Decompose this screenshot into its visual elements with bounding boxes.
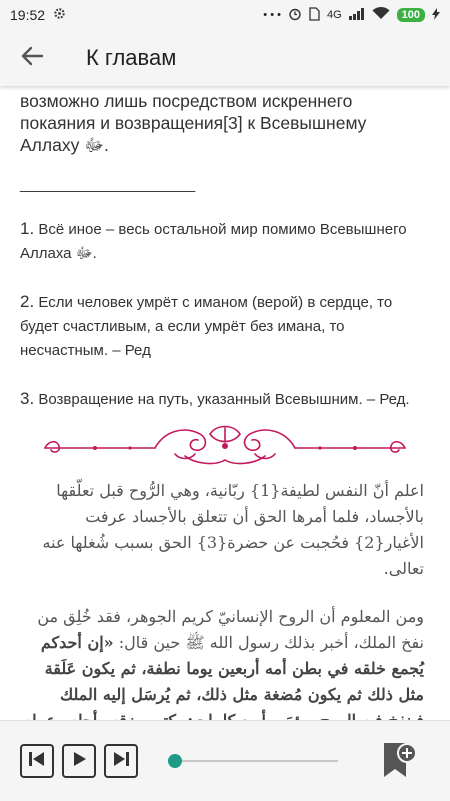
arabic-text: ومن المعلوم أن الروح الإنسانيّ كريم الجوهر، فقد خُلِق من نفخ الملك، أخبر بذلك رسول الله ﷺ حين قال: [37, 607, 424, 652]
status-bar [0, 0, 450, 30]
skip-previous-icon [28, 751, 46, 772]
audio-player [0, 720, 450, 801]
hadith-quote: «إن أحدكم يُجمع خلقه في بطن أمه أربعين يوما نطفة، ثم يكون عَلَقة مثل ذلك ثم يكون مُضغة مثل ذلك، ثم يُرسَل إليه الملك [40, 633, 424, 704]
page-title: К главам [86, 45, 177, 70]
play-icon [71, 751, 87, 772]
slider-thumb[interactable] [168, 754, 182, 768]
play-button[interactable] [62, 744, 96, 778]
status-right [263, 7, 440, 24]
gear-icon [53, 7, 66, 23]
arrow-back-icon [21, 46, 43, 71]
progress-slider[interactable] [168, 754, 338, 768]
back-button[interactable] [0, 30, 64, 86]
notification-dots: • • • [263, 9, 281, 21]
wifi-icon [372, 7, 390, 23]
sim-card-icon [309, 7, 320, 24]
footnote-separator: _____________________ [20, 176, 196, 193]
footnote-text: Если человек умрёт с иманом (верой) в сердце, то будет счастливым, а если умрёт без имана, то несчастным. – Ред [20, 294, 393, 359]
signal-icon [349, 8, 365, 23]
text-paragraph: возможно лишь посредством искреннего покаяния и возвращения[3] к Всевышнему Аллаху ﷻ. [20, 91, 367, 155]
alarm-icon [288, 7, 302, 24]
status-time: 19:52 [10, 7, 46, 23]
slider-track [168, 760, 338, 762]
footnote-text: Всё иное – весь остальной мир помимо Всевышнего Аллаха ﷻ. [20, 221, 407, 262]
footnote-3 [0, 387, 450, 412]
footnote-number: 3. [20, 389, 35, 408]
charging-icon [432, 8, 440, 23]
skip-next-button[interactable] [104, 744, 138, 778]
reader-content[interactable] [0, 86, 450, 720]
app-bar [0, 30, 450, 86]
footnote-2 [0, 290, 450, 363]
network-type: 4G [326, 9, 342, 21]
footnote-1 [0, 217, 450, 266]
footnote-text: Возвращение на путь, указанный Всевышним. – Ред. [34, 391, 410, 408]
skip-next-icon [112, 751, 130, 772]
status-left [10, 7, 66, 23]
add-bookmark-button[interactable] [380, 741, 420, 781]
footnote-number: 2. [20, 292, 35, 311]
footnote-number: 1. [20, 219, 35, 238]
ornament-divider-icon [35, 420, 415, 470]
battery-indicator: 100 [397, 8, 425, 22]
arabic-paragraph-1: اعلم أنّ النفس لطيفة{1} ربّانية، وهي الرُّوح قبل تعلّقها بالأجساد، فلما أمرها الحق أن تتعلق بالأجساد عرفت الأغيار{2} فحُجبت عن حضرة{3} الحق بسبب شُغلها عنه تعالى. [42, 481, 424, 578]
bookmark-add-icon [380, 768, 420, 785]
skip-previous-button[interactable] [20, 744, 54, 778]
